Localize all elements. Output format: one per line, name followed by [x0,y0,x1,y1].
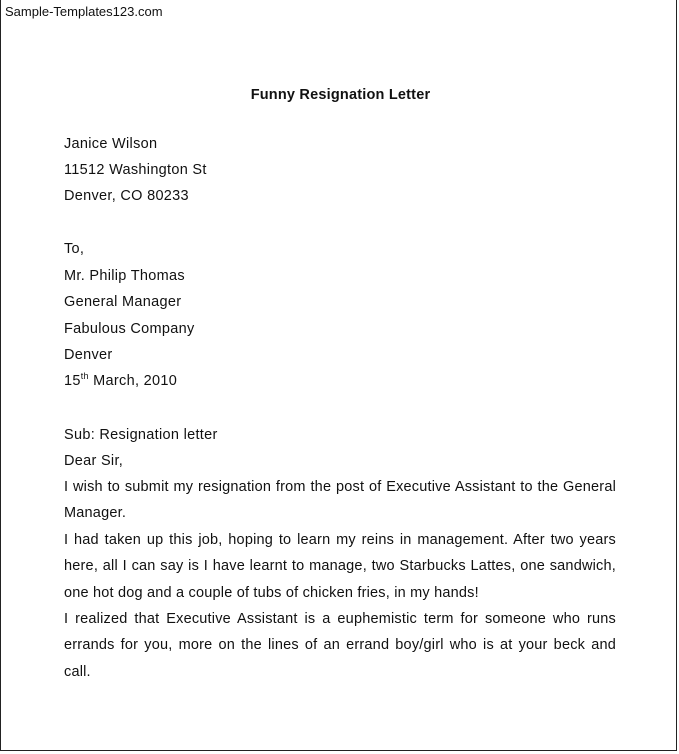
site-watermark: Sample-Templates123.com [5,4,163,19]
letter-date [64,372,177,390]
sender-name: Janice Wilson [64,136,158,152]
recipient-name: Mr. Philip Thomas [64,268,185,284]
subject-line: Sub: Resignation letter [64,427,218,443]
sender-street: 11512 Washington St [64,162,207,178]
body-paragraph-3: I realized that Executive Assistant is a euphemistic term for someone who runs errands for you, more on the lines of an errand boy/girl who is at your beck and call. [64,611,616,680]
date-suffix: th [80,371,89,382]
recipient-city: Denver [64,347,113,363]
salutation: Dear Sir, [64,453,124,469]
recipient-title: General Manager [64,294,182,310]
body-paragraph-2: I had taken up this job, hoping to learn my reins in management. After two years here, all I can say is I have learnt to manage, two Starbucks Lattes, one sandwich, one hot dog and a couple of tubs of chicken fries, in my hands! [64,532,616,601]
body-paragraph-1: I wish to submit my resignation from the post of Executive Assistant to the General Manager. [64,479,616,522]
date-rest: March, 2010 [88,373,178,389]
date-day: 15 [64,373,81,389]
recipient-company: Fabulous Company [64,321,195,337]
to-label: To, [64,241,85,257]
letter-title: Funny Resignation Letter [250,87,431,103]
sender-city: Denver, CO 80233 [64,188,189,204]
